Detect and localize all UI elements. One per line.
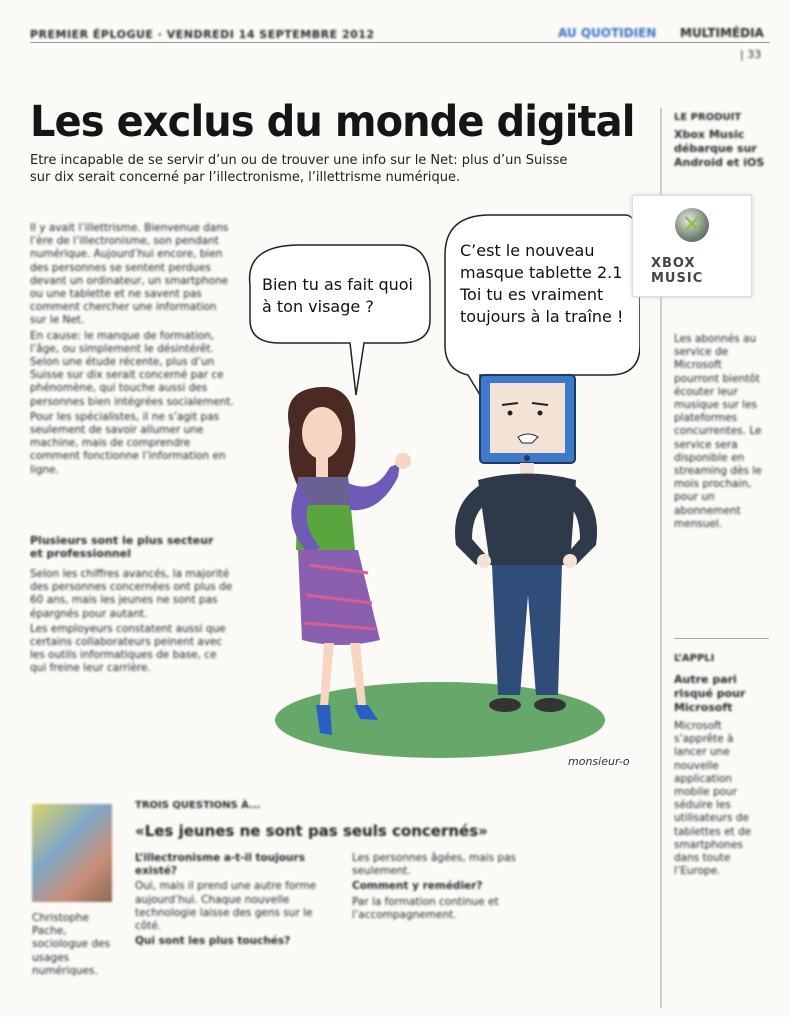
interview-kicker: TROIS QUESTIONS À... — [135, 800, 261, 811]
photo-caption: Christophe Pache, sociologue des usages numériques. — [32, 912, 111, 977]
speech-line: toujours à la traîne ! — [460, 307, 624, 326]
speech-line: Toi tu es vraiment — [460, 285, 604, 304]
article-body-column — [30, 222, 235, 530]
sidebar-kicker-1: LE PRODUIT — [674, 112, 742, 123]
question: Qui sont les plus touchés? — [135, 935, 291, 948]
woman-speech-text: Bien tu as fait quoi à ton visage ? — [262, 275, 413, 316]
speech-line: masque tablette 2.1 — [460, 263, 623, 282]
logo-label: XBOX MUSIC — [651, 256, 704, 286]
sidebar-headline-2: Autre pari risqué pour Microsoft — [674, 673, 746, 714]
interview-column-1 — [135, 852, 335, 1007]
header-rule — [30, 42, 770, 43]
man-speech-text — [460, 240, 645, 328]
article-title: Les exclus du monde digital — [30, 97, 635, 147]
xbox-music-logo — [632, 195, 752, 297]
cartoonist-signature: monsieur-o — [568, 755, 630, 768]
question: L’illectronisme a-t-il toujours existé? — [135, 852, 305, 878]
question: Comment y remédier? — [352, 880, 483, 893]
article-body-column-2 — [30, 568, 235, 768]
answer: Les personnes âgées, mais pas seulement. — [352, 852, 516, 878]
page-header — [30, 22, 770, 62]
body-paragraph: Selon les chiffres avancés, la majorité des personnes concernées ont plus de 60 ans, mais les jeunes ne sont pas épargnés pour autant. — [30, 568, 233, 620]
body-paragraph: En cause: le manque de formation, l’âge, ou simplement le désintérêt. Selon une étude récente, plus d’un Suisse sur dix serait concerné par ce phénomène, qui touche aussi des personnes bien intégrées socialement. — [30, 329, 234, 408]
body-paragraph: Il y avait l’illettrisme. Bienvenue dans l’ère de l’illectronisme, son pendant numérique. Aujourd’hui encore, bien des personnes se sentent perdues devant un ordinateur, un smartphone ou une tablette et ne savent pas comment chercher une information sur le Net. — [30, 222, 229, 327]
sidebar-kicker-2: L’APPLI — [674, 653, 715, 664]
sidebar-divider — [674, 638, 769, 639]
interview-headline: «Les jeunes ne sont pas seuls concernés» — [135, 822, 488, 840]
answer: Par la formation continue et l’accompagnement. — [352, 895, 499, 921]
sidebar-text-1: Les abonnés au service de Microsoft pourront bientôt écouter leur musique sur les plateformes concurrentes. Le service sera disponible en streaming dès le mois prochain, pour un abonnement mensuel. — [674, 333, 762, 530]
body-paragraph: Pour les spécialistes, il ne s’agit pas seulement de savoir allumer une machine, mais de comprendre comment fonctionne l’information en ligne. — [30, 410, 226, 476]
header-section-multimedia: MULTIMÉDIA — [680, 26, 764, 40]
speech-line: C’est le nouveau — [460, 241, 595, 260]
answer: Oui, mais il prend une autre forme aujourd’hui. Chaque nouvelle technologie laisse des gens sur le côté. — [135, 880, 317, 933]
xbox-x-icon: ✕ — [681, 210, 703, 240]
sidebar-text-2: Microsoft s’apprête à lancer une nouvelle application mobile pour séduire les utilisateurs de tablettes et de smartphones dans toute l’Europe. — [674, 720, 752, 878]
header-dateline: PREMIER ÉPLOGUE · VENDREDI 14 SEPTEMBRE 2012 — [30, 28, 375, 41]
interview-column-2 — [352, 852, 552, 1007]
header-section-quotidien: AU QUOTIDIEN — [558, 26, 657, 40]
man-figure — [455, 375, 597, 712]
body-paragraph: Les employeurs constatent aussi que certains collaborateurs peinent avec les outils informatiques de base, ce qui freine leur carrière. — [30, 622, 226, 675]
article-subhead: Plusieurs sont le plus secteur et professionnel — [30, 534, 214, 560]
page-number: | 33 — [740, 48, 762, 61]
interviewee-photo — [32, 804, 112, 902]
woman-figure — [288, 387, 411, 735]
article-lead: Etre incapable de se servir d’un ou de trouver une info sur le Net: plus d’un Suisse sur dix serait concerné par l’illectronisme, l’illettrisme numérique. — [30, 153, 568, 185]
sidebar-headline-1: Xbox Music débarque sur Android et iOS — [674, 128, 765, 169]
speech-bubble-woman — [250, 245, 430, 395]
